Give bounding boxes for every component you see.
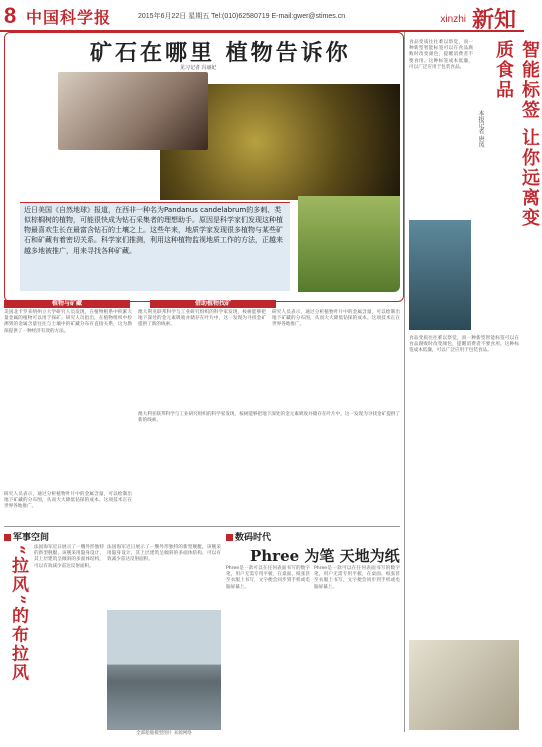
sidebar-rule — [404, 32, 405, 732]
bottom-left-col: 法国海军近日展示了一艘外形独特的新型舰艇，该舰采用隐身设计，其上层建筑呈倾斜的多面体结构，可以有效减少雷达反射面积。 — [34, 545, 104, 569]
page-number: 8 — [4, 3, 17, 28]
section-tag: 新知 — [471, 7, 516, 33]
bottom-mid-title: Phree 为笔 天地为纸 — [250, 547, 400, 565]
subhead-mid: 借助植物找矿 — [150, 300, 276, 308]
newspaper-logo: 中国科学报 — [26, 8, 112, 27]
section-tag-en: xinzhi — [440, 14, 466, 25]
column-tag-digital: 数码时代 — [226, 530, 271, 543]
body-col-1: 美国北卡罗来纳州立大学研究人员发现，在植物根系中积累大量金属的植物可以用于探矿。研究人员指出，在植物组织中检测到的金属含量往往与土壤中的矿藏分布有直接关系，这为勘探提供了一种经济有效的方法。 — [4, 310, 132, 334]
body-col-5: 研究人员表示，通过分析植物叶片中的金属含量，可以绘制出地下矿藏的分布图，从而大大降低钻探的成本。这项技术正在世界各地推广。 — [4, 492, 132, 510]
sidebar-col-1: 食品变质往往难以察觉，而一种新型智能标签可以在食品腐败时改变颜色，提醒消费者不要食用。这种标签成本低廉，可以广泛应用于包装食品。 — [409, 40, 473, 70]
sidebar-title: 智能标签 让你远离变质食品 — [493, 40, 540, 229]
bottom-left-col-2: 法国海军近日展示了一艘外形独特的新型舰艇，该舰采用隐身设计，其上层建筑呈倾斜的多面体结构，可以有效减少雷达反射面积。 — [107, 545, 221, 563]
subhead-left: 植物与矿藏 — [4, 300, 130, 308]
body-col-4: 澳大利亚联邦科学与工业研究组织的科学家发现，桉树能够把地下深处的金元素吸收并储存在叶片中，这一发现为寻找金矿提供了新的线索。 — [138, 412, 400, 424]
bottom-rule — [4, 526, 400, 527]
sidebar-photo — [409, 220, 471, 330]
ship-photo — [107, 610, 221, 730]
ship-photo-caption: 全部船舶模型图片 来源网络 — [136, 731, 192, 736]
column-tag-military: 军事空间 — [4, 530, 49, 543]
plant-photo — [298, 196, 400, 292]
intro-text: 近日美国《自然地球》报道，在西非一种名为Pandanus candelabrum的多刺、类似棕榈树的植物，可能很快成为钻石采集者的理想助手。原因是科学家们发现这种植物最喜欢生长在最富含钻石的土壤之上。这些年来，地质学家发现很多植物与某些矿石和矿藏有着密切关系。科学家们推测，利用这种植物监视地质工作的方法，正越来越多地被推广，用来寻找各种矿藏。 — [24, 206, 283, 255]
body-col-2: 澳大利亚联邦科学与工业研究组织的科学家发现，桉树能够把地下深处的金元素吸收并储存在叶片中，这一发现为寻找金矿提供了新的线索。 — [138, 310, 266, 328]
feature-byline: 见习记者 冯丽妃 — [180, 65, 217, 71]
body-col-3: 研究人员表示，通过分析植物叶片中的金属含量，可以绘制出地下矿藏的分布图，从而大大降低钻探的成本。这项技术正在世界各地推广。 — [272, 310, 400, 328]
eye-photo — [58, 72, 208, 150]
bottom-mid-col-2: Phree是一款可以在任何表面书写的数字笔，用户无需专用平板，在桌面、纸张甚至衣服上书写，文字便会同步到手机或电脑屏幕上。 — [314, 566, 400, 590]
sidebar-col-2: 食品变质往往难以察觉，而一种新型智能标签可以在食品腐败时改变颜色，提醒消费者不要食用。这种标签成本低廉，可以广泛应用于包装食品。 — [409, 336, 519, 354]
sidebar-photo-2 — [409, 640, 519, 730]
bottom-mid-col-1: Phree是一款可以在任何表面书写的数字笔，用户无需专用平板，在桌面、纸张甚至衣服上书写，文字便会同步到手机或电脑屏幕上。 — [226, 566, 310, 590]
bottom-left-title: “拉风”的布拉风 — [8, 545, 28, 683]
sidebar-author: 本报记者 唐凤 — [477, 110, 484, 148]
masthead-meta: 2015年6月22日 星期五 Tel:(010)62580719 E-mail:gwer@stimes.cn — [138, 13, 346, 20]
feature-headline: 矿石在哪里 植物告诉你 — [90, 40, 351, 66]
